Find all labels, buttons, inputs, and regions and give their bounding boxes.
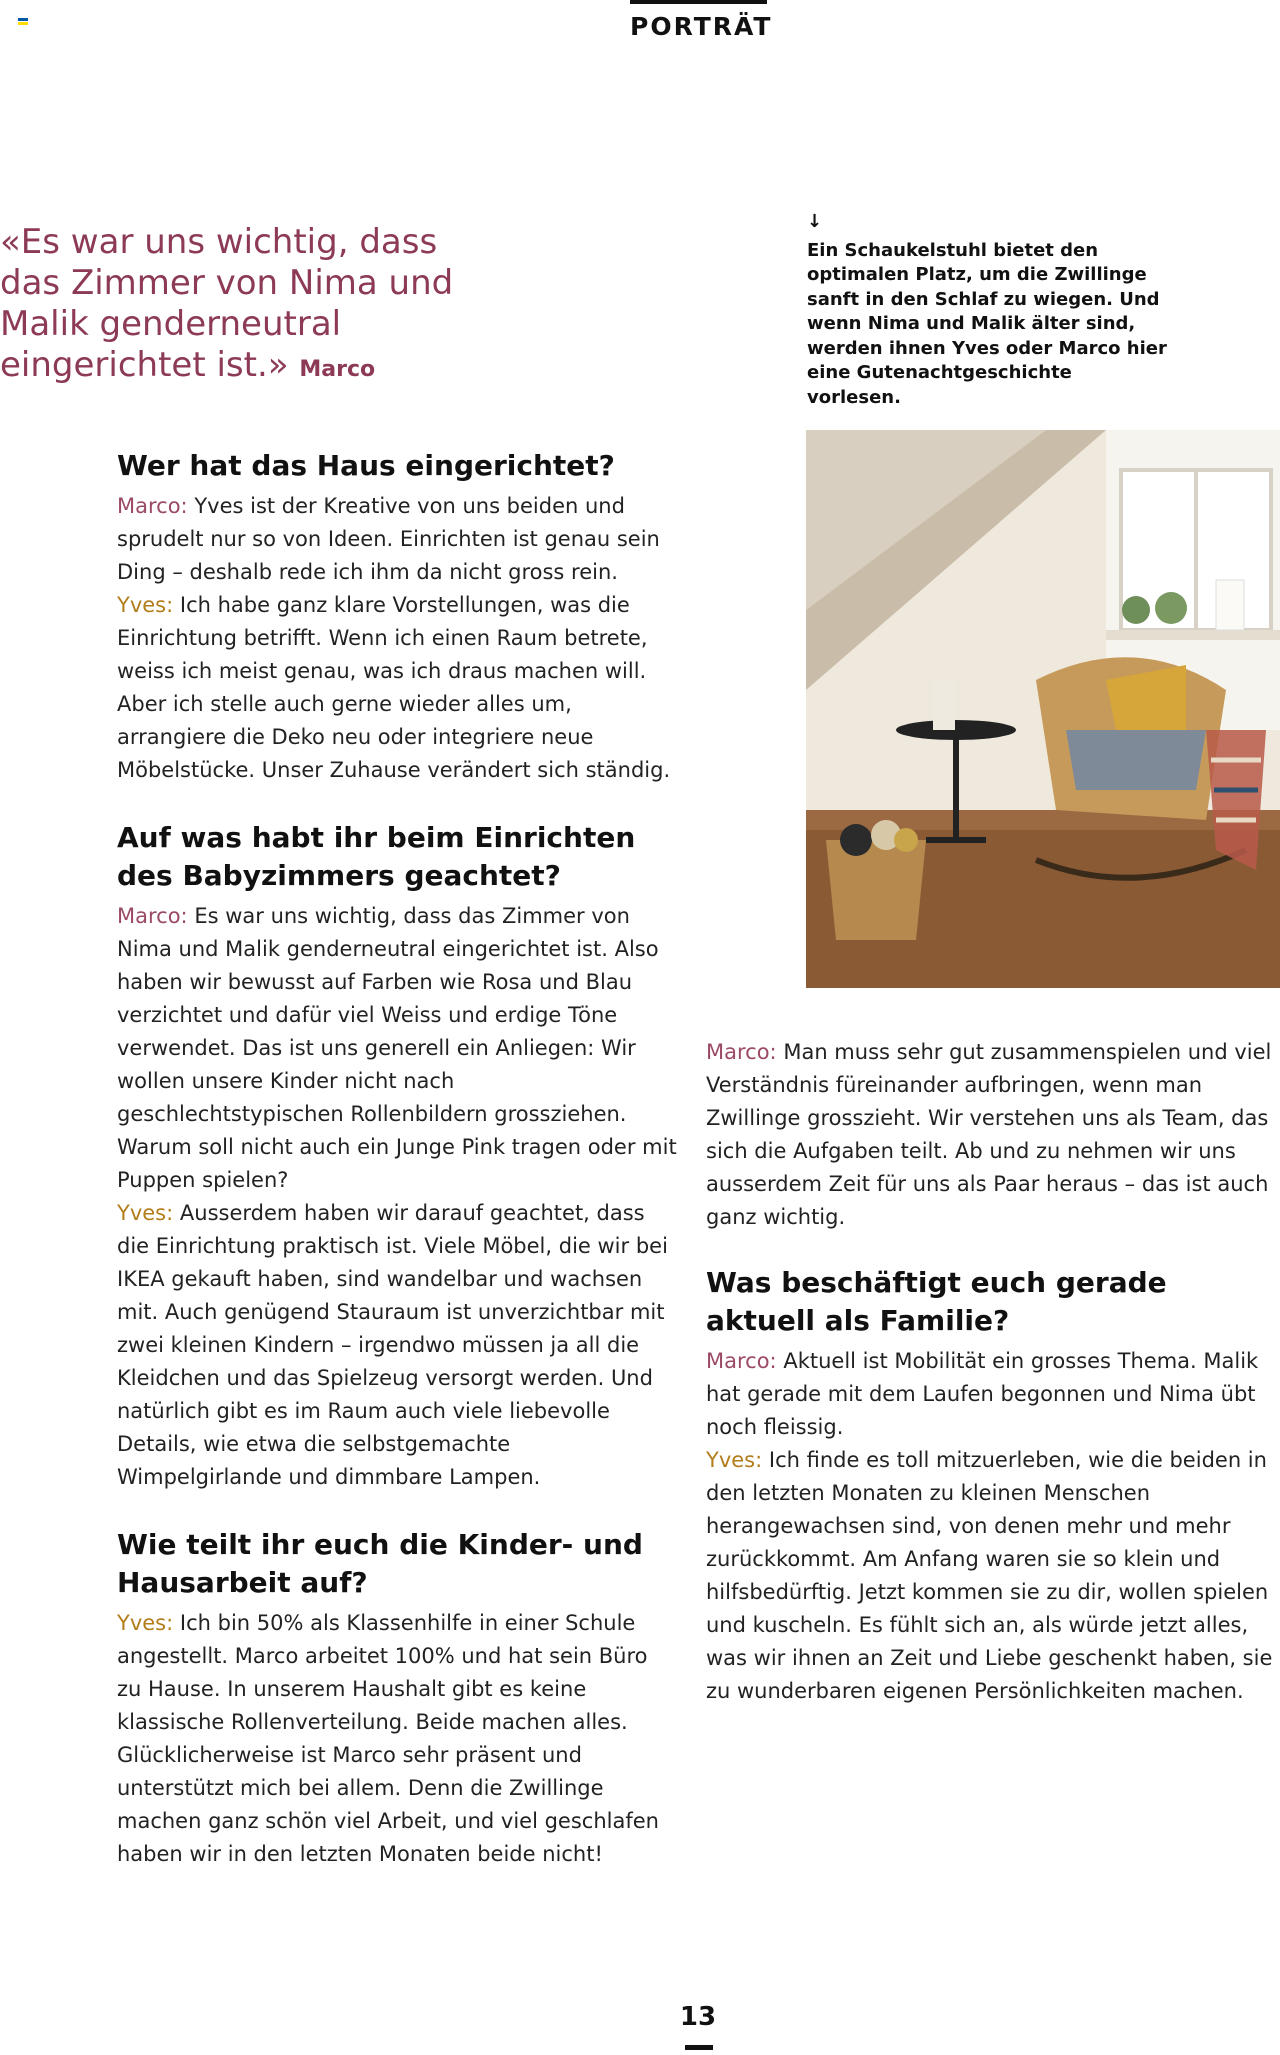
page-number-rule [685, 2045, 713, 2050]
heading-line: Auf was habt ihr beim Einrichten [117, 821, 636, 854]
speaker-yves: Yves: [117, 1201, 174, 1225]
ikea-flag-icon [18, 18, 28, 25]
speaker-yves: Yves: [117, 1611, 174, 1635]
left-column [117, 447, 677, 1871]
section-label: PORTRÄT [630, 12, 773, 41]
pull-quote-text: «Es war uns wichtig, dass das Zimmer von Nima und Malik genderneutral eingerichtet ist.» [0, 222, 454, 385]
speaker-marco: Marco: [117, 494, 188, 518]
speaker-marco: Marco: [706, 1040, 777, 1064]
speaker-marco: Marco: [117, 904, 188, 928]
heading-line: Was beschäftigt euch gerade [706, 1266, 1167, 1299]
answer-text: Ich habe ganz klare Vorstellungen, was die Einrichtung betrifft. Wenn ich einen Raum betrete, weiss ich meist genau, was ich draus machen will. Aber ich stelle auch gerne wieder alles um, arrangiere die Deko neu oder integriere neue Möbelstücke. Unser Zuhause verändert sich ständig. [117, 593, 671, 782]
answer-paragraph [117, 1607, 677, 1871]
answer-paragraph [117, 490, 677, 787]
section-rule [630, 0, 767, 4]
answer-text: Man muss sehr gut zusammenspielen und viel Verständnis füreinander aufbringen, wenn man Zwillinge grosszieht. Wir verstehen uns als Team, das sich die Aufgaben teilt. Ab und zu nehmen wir uns ausserdem Zeit für uns als Paar heraus – das ist auch ganz wichtig. [706, 1040, 1272, 1229]
arrow-down-icon: ↓ [807, 211, 823, 232]
answer-paragraph [706, 1036, 1276, 1234]
question-heading [117, 819, 677, 895]
speaker-marco: Marco: [706, 1349, 777, 1373]
speaker-yves: Yves: [117, 593, 174, 617]
right-column [706, 1036, 1276, 1708]
heading-line: des Babyzimmers geachtet? [117, 859, 561, 892]
answer-text: Es war uns wichtig, dass das Zimmer von Nima und Malik genderneutral eingerichtet ist. Also haben wir bewusst auf Farben wie Rosa und Blau verzichtet und dafür viel Weiss und erdige Töne verwendet. Das ist uns generell ein Anliegen: Wir wollen unsere Kinder nicht nach geschlechtstypischen Rollenbildern grossziehen. Warum soll nicht auch ein Junge Pink tragen oder mit Puppen spielen? [117, 904, 677, 1192]
question-heading [117, 1526, 677, 1602]
pull-quote [0, 222, 460, 390]
question-heading [706, 1264, 1276, 1340]
heading-line: Hausarbeit auf? [117, 1566, 368, 1599]
answer-text: Aktuell ist Mobilität ein grosses Thema. Malik hat gerade mit dem Laufen begonnen und Nima übt noch fleissig. [706, 1349, 1259, 1439]
speaker-yves: Yves: [706, 1448, 763, 1472]
rocking-chair-illustration [806, 430, 1280, 988]
photo-caption [807, 210, 1167, 410]
heading-line: aktuell als Familie? [706, 1304, 1010, 1337]
answer-text: Yves ist der Kreative von uns beiden und sprudelt nur so von Ideen. Einrichten ist genau sein Ding – deshalb rede ich ihm da nicht gross rein. [117, 494, 660, 584]
answer-text: Ausserdem haben wir darauf geachtet, dass die Einrichtung praktisch ist. Viele Möbel, die wir bei IKEA gekauft haben, sind wandelbar und wachsen mit. Auch genügend Stauraum ist unverzichtbar mit zwei kleinen Kindern – irgendwo müssen ja all die Kleidchen und das Spielzeug versorgt werden. Und natürlich gibt es im Raum auch viele liebevolle Details, wie etwa die selbstgemachte Wimpelgirlande und dimmbare Lampen. [117, 1201, 668, 1489]
answer-paragraph [117, 900, 677, 1494]
answer-paragraph [706, 1345, 1276, 1708]
question-heading: Wer hat das Haus eingerichtet? [117, 449, 615, 482]
heading-line: Wie teilt ihr euch die Kinder- und [117, 1528, 643, 1561]
caption-text: Ein Schaukelstuhl bietet den optimalen Platz, um die Zwillinge sanft in den Schlaf zu wiegen. Und wenn Nima und Malik älter sind, werden ihnen Yves oder Marco hier eine Gutenachtgeschichte vorlesen. [807, 239, 1167, 408]
answer-text: Ich bin 50% als Klassenhilfe in einer Schule angestellt. Marco arbeitet 100% und hat sein Büro zu Hause. In unserem Haushalt gibt es keine klassische Rollenverteilung. Beide machen alles. Glücklicherweise ist Marco sehr präsent und unterstützt mich bei allem. Denn die Zwillinge machen ganz schön viel Arbeit, und viel geschlafen haben wir in den letzten Monaten beide nicht! [117, 1611, 659, 1866]
rocking-chair-photo [806, 430, 1280, 988]
pull-quote-attribution: Marco [299, 357, 376, 382]
page-number: 13 [679, 2002, 717, 2032]
answer-text: Ich finde es toll mitzuerleben, wie die beiden in den letzten Monaten zu kleinen Menschen herangewachsen sind, von denen mehr und mehr zurückkommt. Am Anfang waren sie so klein und hilfsbedürftig. Jetzt kommen sie zu dir, wollen spielen und kuscheln. Es fühlt sich an, als würde jetzt alles, was wir ihnen an Zeit und Liebe geschenkt haben, sie zu wunderbaren eigenen Persönlichkeiten machen. [706, 1448, 1273, 1703]
